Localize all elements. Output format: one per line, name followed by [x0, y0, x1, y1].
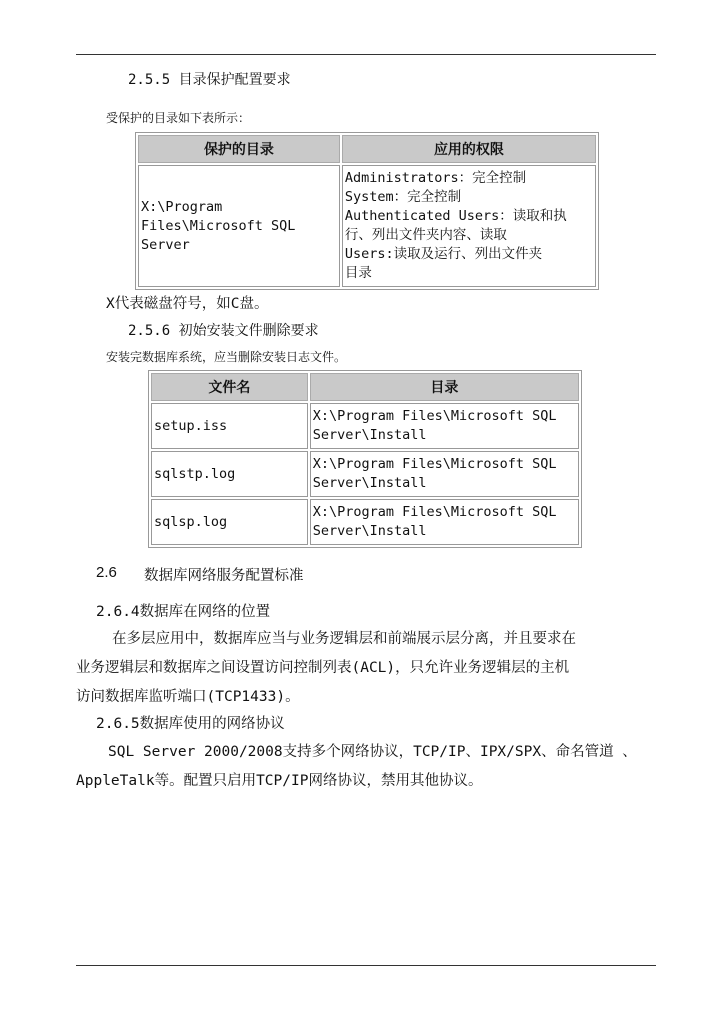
- paragraph-line: 访问数据库监听端口(TCP1433)。: [76, 689, 300, 705]
- drive-letter-note: X代表磁盘符号，如C盘。: [106, 296, 269, 312]
- footer-rule: [76, 965, 656, 966]
- paragraph-line: AppleTalk等。配置只启用TCP/IP网络协议，禁用其他协议。: [76, 773, 483, 789]
- directory-cell: [310, 451, 579, 497]
- section-2-6-number: 2.6: [96, 564, 117, 581]
- filename-cell: setup.iss: [151, 403, 308, 449]
- section-2-5-5-heading: 2.5.5 目录保护配置要求: [128, 72, 291, 88]
- permission-line: System：完全控制: [344, 189, 462, 205]
- column-header-permissions: 应用的权限: [342, 135, 596, 163]
- protected-directories-table: [135, 132, 599, 290]
- directory-cell: [138, 165, 340, 287]
- paragraph-line: 在多层应用中，数据库应当与业务逻辑层和前端展示层分离，并且要求在: [112, 631, 576, 647]
- column-header-directory: 目录: [310, 373, 579, 401]
- table-header-row: [151, 373, 579, 401]
- permission-line: 行、列出文件夹内容、读取: [344, 227, 507, 243]
- paragraph-line: SQL Server 2000/2008支持多个网络协议，TCP/IP、IPX/SPX、命名管道 、: [108, 744, 637, 760]
- table-header-row: [138, 135, 596, 163]
- header-rule: [76, 54, 656, 55]
- directory-line: Files\Microsoft SQL: [141, 217, 296, 234]
- directory-cell: [310, 403, 579, 449]
- section-2-6-5-heading: 2.6.5数据库使用的网络协议: [96, 716, 285, 732]
- table-row: [138, 165, 596, 287]
- section-2-6-4-heading: 2.6.4数据库在网络的位置: [96, 604, 271, 620]
- column-header-directory: 保护的目录: [138, 135, 340, 163]
- column-header-filename: 文件名: [151, 373, 308, 401]
- install-files-table: [148, 370, 582, 548]
- directory-cell: [310, 499, 579, 545]
- section-2-5-6-heading: 2.5.6 初始安装文件删除要求: [128, 323, 319, 339]
- section-2-5-5-intro: 受保护的目录如下表所示：: [106, 111, 251, 125]
- filename-cell: sqlstp.log: [151, 451, 308, 497]
- directory-line: X:\Program Files\Microsoft SQL: [312, 408, 557, 424]
- directory-line: X:\Program Files\Microsoft SQL: [312, 504, 557, 520]
- permission-line: Users:读取及运行、列出文件夹: [344, 246, 543, 262]
- table-row: [151, 403, 579, 449]
- filename-cell: sqlsp.log: [151, 499, 308, 545]
- permission-line: 目录: [344, 265, 372, 281]
- directory-line: Server\Install: [312, 475, 427, 491]
- paragraph-line: 业务逻辑层和数据库之间设置访问控制列表(ACL)，只允许业务逻辑层的主机: [76, 660, 570, 676]
- table-row: [151, 499, 579, 545]
- permission-line: Administrators：完全控制: [344, 170, 527, 186]
- directory-line: Server: [141, 236, 190, 253]
- permissions-cell: [342, 165, 596, 287]
- section-2-5-6-intro: 安装完数据库系统，应当删除安装日志文件。: [106, 350, 347, 364]
- section-2-6-title: 数据库网络服务配置标准: [144, 568, 304, 584]
- directory-line: X:\Program: [141, 198, 223, 215]
- directory-line: Server\Install: [312, 523, 427, 539]
- directory-line: X:\Program Files\Microsoft SQL: [312, 456, 557, 472]
- table-row: [151, 451, 579, 497]
- permission-line: Authenticated Users：读取和执: [344, 208, 567, 224]
- directory-line: Server\Install: [312, 427, 427, 443]
